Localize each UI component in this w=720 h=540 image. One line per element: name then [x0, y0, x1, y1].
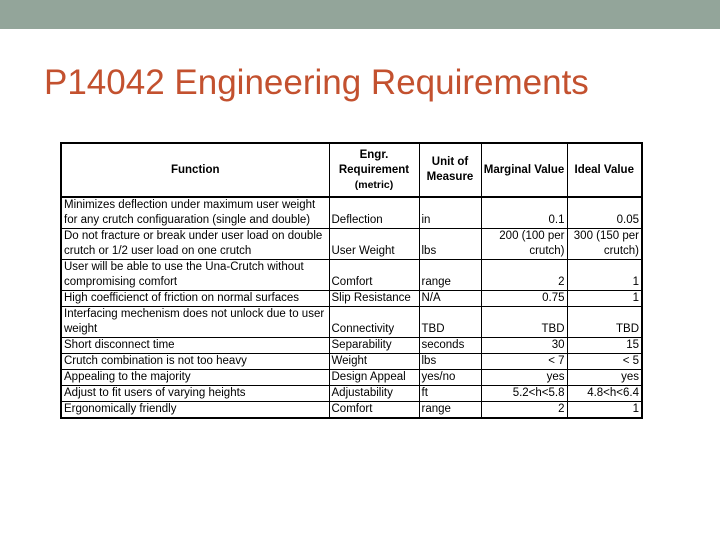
cell-ideal: 1 — [567, 260, 642, 291]
cell-unit: yes/no — [419, 370, 481, 386]
cell-requirement: Comfort — [329, 260, 419, 291]
header-function: Function — [61, 143, 329, 197]
table-row — [61, 260, 642, 291]
table-row — [61, 197, 642, 229]
cell-marginal: < 7 — [481, 354, 567, 370]
top-accent-bar — [0, 0, 720, 29]
cell-marginal: 5.2<h<5.8 — [481, 386, 567, 402]
cell-function: Crutch combination is not too heavy — [61, 354, 329, 370]
cell-function: Do not fracture or break under user load on double crutch or 1/2 user load on one crutch — [61, 229, 329, 260]
cell-function: User will be able to use the Una-Crutch without compromising comfort — [61, 260, 329, 291]
cell-ideal: 1 — [567, 402, 642, 419]
table-row — [61, 291, 642, 307]
cell-ideal: 0.05 — [567, 197, 642, 229]
cell-marginal: 0.75 — [481, 291, 567, 307]
cell-unit: range — [419, 260, 481, 291]
cell-marginal: 2 — [481, 260, 567, 291]
cell-function: Ergonomically friendly — [61, 402, 329, 419]
cell-marginal: yes — [481, 370, 567, 386]
table-row — [61, 402, 642, 419]
header-requirement-sub: (metric) — [354, 178, 394, 191]
cell-function: Adjust to fit users of varying heights — [61, 386, 329, 402]
cell-requirement: Deflection — [329, 197, 419, 229]
table-row — [61, 338, 642, 354]
header-unit: Unit of Measure — [419, 143, 481, 197]
cell-marginal: 30 — [481, 338, 567, 354]
table-row — [61, 386, 642, 402]
slide-title: P14042 Engineering Requirements — [44, 63, 589, 102]
cell-marginal: 0.1 — [481, 197, 567, 229]
cell-unit: lbs — [419, 229, 481, 260]
cell-function: Interfacing mechenism does not unlock due to user weight — [61, 307, 329, 338]
table-row — [61, 229, 642, 260]
cell-requirement: Slip Resistance — [329, 291, 419, 307]
header-row — [61, 143, 642, 197]
cell-unit: range — [419, 402, 481, 419]
header-ideal: Ideal Value — [567, 143, 642, 197]
cell-function: Short disconnect time — [61, 338, 329, 354]
cell-unit: TBD — [419, 307, 481, 338]
cell-ideal: yes — [567, 370, 642, 386]
cell-ideal: 1 — [567, 291, 642, 307]
table-row — [61, 370, 642, 386]
cell-ideal: 15 — [567, 338, 642, 354]
cell-requirement: Comfort — [329, 402, 419, 419]
cell-marginal: TBD — [481, 307, 567, 338]
cell-unit: seconds — [419, 338, 481, 354]
cell-unit: ft — [419, 386, 481, 402]
header-requirement — [329, 143, 419, 197]
cell-ideal: 4.8<h<6.4 — [567, 386, 642, 402]
cell-unit: in — [419, 197, 481, 229]
cell-ideal: TBD — [567, 307, 642, 338]
cell-requirement: Separability — [329, 338, 419, 354]
cell-requirement: Connectivity — [329, 307, 419, 338]
cell-ideal: < 5 — [567, 354, 642, 370]
table-row — [61, 307, 642, 338]
table-row — [61, 354, 642, 370]
cell-marginal: 2 — [481, 402, 567, 419]
cell-function: Appealing to the majority — [61, 370, 329, 386]
cell-marginal: 200 (100 per crutch) — [481, 229, 567, 260]
requirements-table — [60, 142, 643, 419]
cell-function: Minimizes deflection under maximum user weight for any crutch configuaration (single and double) — [61, 197, 329, 229]
cell-ideal: 300 (150 per crutch) — [567, 229, 642, 260]
header-requirement-label: Engr. Requirement — [338, 148, 410, 176]
cell-requirement: User Weight — [329, 229, 419, 260]
cell-requirement: Adjustability — [329, 386, 419, 402]
cell-requirement: Design Appeal — [329, 370, 419, 386]
cell-requirement: Weight — [329, 354, 419, 370]
cell-function: High coefficienct of friction on normal surfaces — [61, 291, 329, 307]
cell-unit: N/A — [419, 291, 481, 307]
cell-unit: lbs — [419, 354, 481, 370]
header-marginal: Marginal Value — [481, 143, 567, 197]
